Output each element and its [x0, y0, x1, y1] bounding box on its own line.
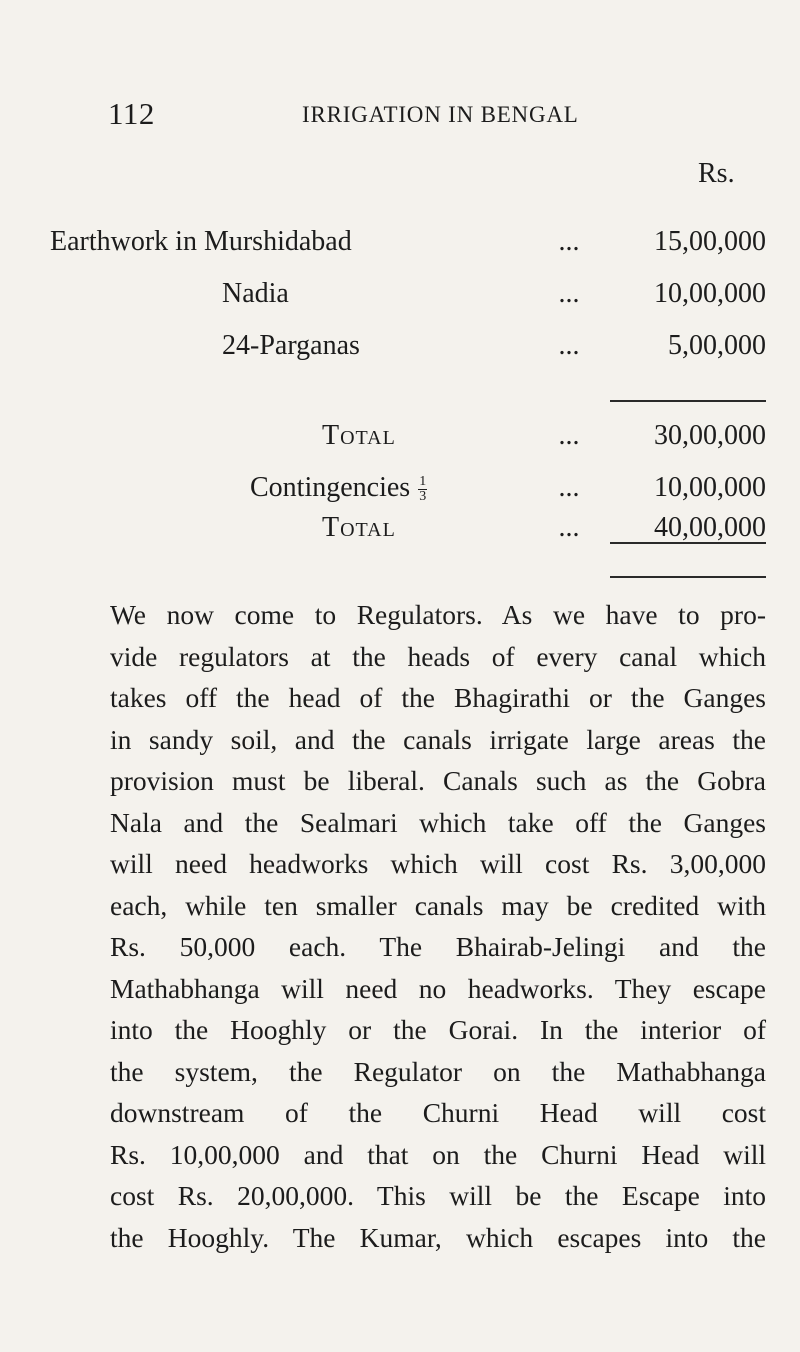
- grand-total-label: Total: [322, 512, 396, 543]
- text-line: will need headworks which will cost Rs. 3,00,000: [110, 848, 766, 879]
- text-line: into the Hooghly or the Gorai. In the interior of: [110, 1014, 766, 1045]
- text-line: takes off the head of the Bhagirathi or the Ganges: [110, 682, 766, 713]
- fraction-denominator: 3: [419, 489, 427, 505]
- contingencies-label-group: [250, 472, 427, 504]
- body-paragraph: [110, 594, 766, 1258]
- text-line: in sandy soil, and the canals irrigate large areas the: [110, 723, 766, 755]
- text-line: the system, the Regulator on the Mathabhanga: [110, 1055, 766, 1087]
- leader-dots: ...: [558, 226, 580, 257]
- leader-dots: ...: [558, 420, 580, 451]
- currency-heading: Rs.: [698, 158, 735, 189]
- leader-dots: ...: [558, 512, 580, 543]
- text-line: Mathabhanga will need no headworks. They escape: [110, 972, 766, 1004]
- text-line: Rs. 50,000 each. The Bhairab-Jelingi and the: [110, 931, 766, 962]
- text-line: We now come to Regulators. As we have to pro-: [110, 599, 766, 630]
- page-number: 112: [108, 96, 155, 131]
- table-row: [0, 278, 800, 322]
- row-label: Nadia: [222, 278, 289, 309]
- text-line: vide regulators at the heads of every canal which: [110, 640, 766, 672]
- table-row: [0, 226, 800, 270]
- text-line: Nala and the Sealmari which take off the Ganges: [110, 806, 766, 838]
- row-label: 24-Parganas: [222, 330, 360, 361]
- text-line: Rs. 10,00,000 and that on the Churni Head will: [110, 1138, 766, 1170]
- row-label: Earthwork in Murshidabad: [50, 226, 352, 257]
- running-title: IRRIGATION IN BENGAL: [302, 102, 579, 127]
- total-amount: 30,00,000: [654, 420, 766, 451]
- text-line: each, while ten smaller canals may be credited with: [110, 889, 766, 921]
- row-amount: 5,00,000: [668, 330, 766, 361]
- text-line: downstream of the Churni Head will cost: [110, 1097, 766, 1128]
- row-amount: 10,00,000: [654, 278, 766, 309]
- leader-dots: ...: [558, 278, 580, 309]
- total-label: Total: [322, 420, 396, 451]
- leader-dots: ...: [558, 330, 580, 361]
- contingencies-label: Contingencies: [250, 472, 411, 503]
- grand-total-row: [0, 512, 800, 556]
- fraction: [418, 476, 427, 503]
- text-line: provision must be liberal. Canals such as the Gobra: [110, 765, 766, 796]
- contingencies-row: [0, 472, 800, 516]
- grand-total-amount: 40,00,000: [654, 512, 766, 543]
- text-line: the Hooghly. The Kumar, which escapes into the: [110, 1221, 766, 1253]
- cost-table: [0, 0, 800, 580]
- text-line: cost Rs. 20,00,000. This will be the Escape into: [110, 1180, 766, 1211]
- row-amount: 15,00,000: [654, 226, 766, 257]
- contingencies-amount: 10,00,000: [654, 472, 766, 503]
- closing-rule: [610, 576, 766, 578]
- table-row: [0, 330, 800, 374]
- fraction-numerator: 1: [419, 474, 427, 490]
- sum-rule: [610, 400, 766, 402]
- total-row: [0, 420, 800, 464]
- leader-dots: ...: [558, 472, 580, 503]
